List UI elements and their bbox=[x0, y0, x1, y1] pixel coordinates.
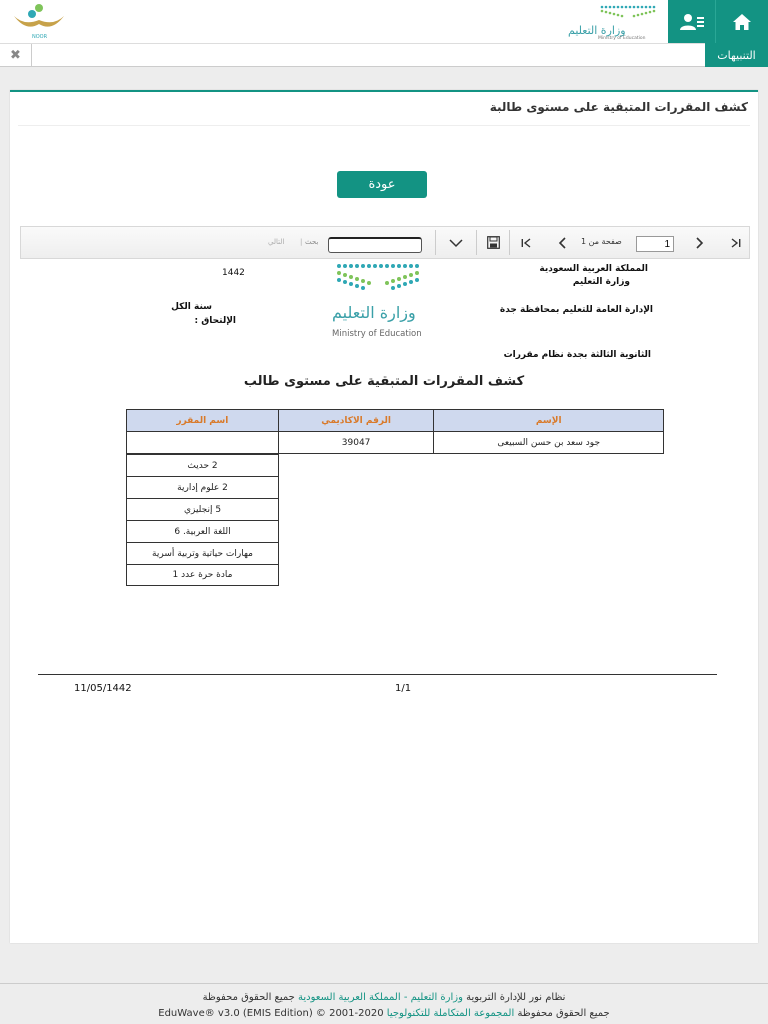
student-academic-number: 39047 bbox=[278, 432, 434, 454]
enrollment-label: الإلتحاق : bbox=[194, 316, 236, 326]
report-divider bbox=[38, 674, 717, 675]
student-name: جود سعد بن حسن السبيعى bbox=[434, 432, 664, 454]
ministry-link[interactable]: وزارة التعليم - المملكة العربية السعودية bbox=[298, 992, 463, 1003]
last-page-icon[interactable] bbox=[726, 227, 746, 258]
table-row bbox=[127, 499, 279, 521]
search-input[interactable] bbox=[328, 237, 422, 253]
report-kingdom: المملكة العربية السعودية bbox=[539, 264, 648, 274]
first-page-icon[interactable] bbox=[516, 227, 536, 258]
report-year: 1442 bbox=[222, 268, 245, 278]
table-row bbox=[127, 477, 279, 499]
student-table bbox=[126, 409, 664, 454]
course-cell: 2 حديث bbox=[127, 455, 279, 477]
column-course-name: اسم المقرر bbox=[127, 410, 279, 432]
home-icon bbox=[732, 13, 752, 31]
report-ministry-logo bbox=[315, 260, 425, 346]
table-row bbox=[127, 565, 279, 586]
users-button[interactable] bbox=[668, 0, 716, 43]
table-row bbox=[127, 543, 279, 565]
footer-line-2: جميع الحقوق محفوظة المجموعة المتكاملة للتكنولوجيا EduWave® v3.0 (EMIS Edition) © 2001-2020 bbox=[158, 1008, 610, 1019]
course-cell: 2 علوم إدارية bbox=[127, 477, 279, 499]
company-link[interactable]: المجموعة المتكاملة للتكنولوجيا bbox=[386, 1008, 515, 1019]
find-next-link[interactable]: التالي bbox=[268, 238, 285, 246]
course-cell: مهارات حياتية وتربية أسرية bbox=[127, 543, 279, 565]
column-academic-number: الرقم الاكاديمي bbox=[278, 410, 434, 432]
previous-page-icon[interactable] bbox=[553, 227, 573, 258]
report-date: 11/05/1442 bbox=[74, 683, 132, 694]
title-divider bbox=[18, 125, 750, 126]
report-directorate: الإدارة العامة للتعليم بمحافظة جدة bbox=[499, 305, 653, 315]
course-cell: 5 إنجليزي bbox=[127, 499, 279, 521]
report-toolbar: 1 صفحة من 1 بحث | التالي bbox=[20, 226, 750, 259]
course-cell: مادة حرة عدد 1 bbox=[127, 565, 279, 586]
users-icon bbox=[680, 13, 704, 31]
close-icon[interactable]: ✖ bbox=[0, 44, 32, 67]
notifications-bar bbox=[0, 43, 768, 67]
course-cell: اللغة العربية. 6 bbox=[127, 521, 279, 543]
main-card bbox=[10, 90, 758, 943]
page-title: كشف المقررات المتبقية على مستوى طالبة bbox=[489, 100, 748, 114]
svg-text:NOOR: NOOR bbox=[32, 34, 48, 40]
page-number-input[interactable] bbox=[636, 236, 674, 252]
ministry-logo bbox=[568, 4, 660, 40]
svg-text:وزارة التعليم: وزارة التعليم bbox=[332, 303, 416, 322]
report-school: الثانوية الثالثة بجدة نظام مقررات bbox=[503, 350, 651, 360]
noor-logo bbox=[10, 2, 68, 40]
search-link[interactable]: بحث bbox=[305, 238, 319, 246]
column-name: الإسم bbox=[434, 410, 664, 432]
back-button[interactable]: عودة bbox=[337, 171, 427, 198]
table-header-row bbox=[127, 410, 664, 432]
page-of-label: صفحة من 1 bbox=[581, 237, 622, 246]
report-title: كشف المقررات المتبقية على مستوى طالب bbox=[243, 374, 525, 389]
next-page-icon[interactable] bbox=[689, 227, 709, 258]
svg-text:Ministry of Education: Ministry of Education bbox=[598, 36, 646, 40]
courses-table bbox=[126, 454, 279, 586]
table-row bbox=[127, 521, 279, 543]
footer bbox=[0, 983, 768, 1024]
svg-text:Ministry of Education: Ministry of Education bbox=[332, 329, 422, 339]
report-ministry: وزارة التعليم bbox=[572, 277, 630, 287]
table-row bbox=[127, 455, 279, 477]
top-header bbox=[0, 0, 768, 43]
export-dropdown-chevron-down-icon[interactable] bbox=[441, 227, 471, 258]
report-page bbox=[10, 260, 758, 694]
enrollment-year-label: سنة الكل bbox=[171, 302, 212, 312]
svg-text:وزارة التعليم: وزارة التعليم bbox=[568, 24, 626, 37]
footer-line-1: نظام نور للإدارة التربوية وزارة التعليم - المملكة العربية السعودية جميع الحقوق محفوظة bbox=[202, 992, 566, 1003]
tab-notifications[interactable]: التنبيهات bbox=[705, 43, 768, 67]
student-course-cell bbox=[127, 432, 279, 454]
table-row bbox=[127, 432, 664, 454]
report-page-count: 1/1 bbox=[395, 683, 412, 694]
save-icon[interactable] bbox=[481, 227, 505, 258]
